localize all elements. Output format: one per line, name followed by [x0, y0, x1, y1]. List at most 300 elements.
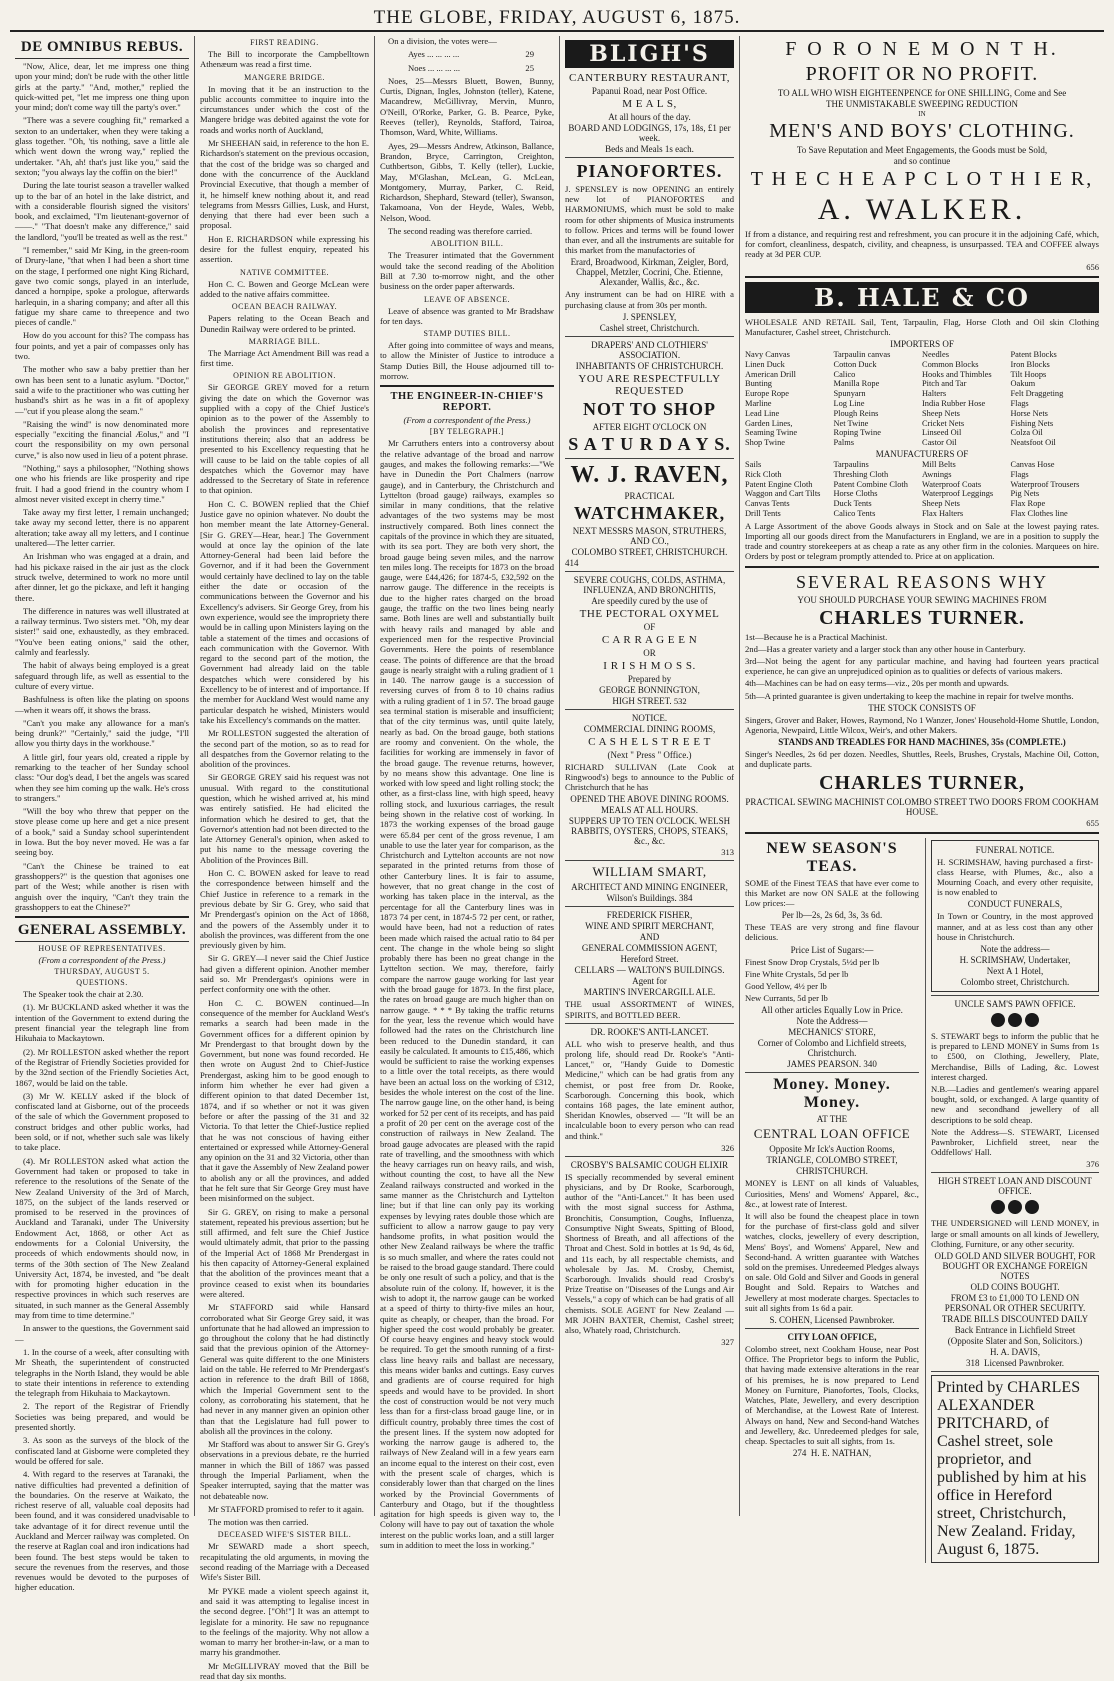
list-item: Common Blocks	[922, 359, 979, 369]
ad-line: THE STOCK CONSISTS OF	[868, 702, 976, 713]
paragraph: "There was a severe coughing fit," remarked a sexton to an undertaker, when they were taking a glass together. "Oh, 'tis nothing, save a little ale which went down the wrong way," replied the undertaker. "Ah, ah! that's just like you," said the sexton; "you always lay the coffin on the bier!"	[15, 115, 189, 177]
byline: (From a correspondent of the Press.)	[38, 955, 166, 966]
ad-line: COMMERCIAL DINING ROOMS,	[583, 723, 716, 734]
paragraph: Sir GEORGE GREY moved for a return giving the date on which the Governor was supplied with a copy of the Chief Justice's opinion as to the power of the Assembly to abolish the provinces and representative institutions therein; also that an address be presented to his Excellency requesting that he will cause to be laid on the table copies of all despatches which the Governor may have addressed to the Secretary of State in reference to that opinion.	[200, 382, 369, 496]
divider	[380, 385, 554, 387]
ad-ref: 327	[721, 1337, 734, 1348]
divider	[745, 1328, 919, 1329]
ad-line: MEALS AT ALL HOURS.	[600, 805, 698, 816]
list-item: Finest Snow Drop Crystals, 5½d per lb	[745, 956, 880, 967]
ad-line: GEORGE BONNINGTON,	[599, 684, 700, 695]
ball-icon	[991, 1200, 1005, 1214]
ad-text: 5th—A printed guarantee is given undertaking to keep the machine in repair for twelve months.	[745, 690, 1074, 701]
list-item: Net Twine	[833, 418, 869, 428]
list-item: Log Line	[833, 399, 865, 408]
imprint: Printed by CHARLES ALEXANDER PRITCHARD, of Cashel street, sole proprietor, and published by him at his office in Hereford street, Christchurch, New Zealand. Friday, August 6, 1875.	[931, 1375, 1099, 1563]
ad-line: YOU SHOULD PURCHASE YOUR SEWING MACHINES FROM	[797, 594, 1047, 605]
paragraph: The habit of always being employed is a great safeguard through life, as well as essential to the culture of every virtue.	[15, 660, 189, 691]
left-subcolumn	[745, 838, 919, 1563]
ad-text: 4th—Machines can be had on easy terms—viz., 20s per month and upwards.	[745, 678, 1009, 689]
ad-title: PROFIT OR NO PROFIT.	[805, 63, 1039, 85]
list-column	[1011, 460, 1100, 519]
divider	[15, 916, 189, 918]
ad-line: Note the address—	[980, 944, 1050, 955]
divider	[565, 906, 734, 907]
paragraph: The second reading was therefore carried.	[388, 226, 533, 237]
list-item: Calico Tents	[833, 508, 876, 518]
vote-count: 25	[525, 62, 534, 73]
ad-ref: 532	[673, 695, 687, 706]
funeral-ad	[931, 840, 1099, 992]
list-item: Garden Lines,	[745, 418, 793, 428]
list-item: Tilt Hoops	[1010, 369, 1047, 379]
city-loan-ad	[745, 1332, 919, 1458]
ad-line: MARTIN'S INVERCARGILL ALE.	[583, 987, 716, 998]
paragraph: Sir GEORGE GREY said his request was not unusual. With regard to the constitutional question, which he wished arrived at, his mind was entirely satisfied. He had elicited the information which he desired to get, that the Governor's attention had not been directed to the late Attorney General's opinion, when asked to put his name to the message covering the Abolition of the Provinces Bill.	[200, 772, 369, 865]
list-item: Calico	[833, 369, 856, 379]
ad-text: If from a distance, and requiring rest and refreshment, you can procure it in the adjoining Café, which, for comfort, cleanliness, despatch, civility, and cheapness, is unsurpassed. TEA and COFFEE always ready at 3d PER CUP.	[745, 229, 1099, 260]
list-item: Needles	[922, 350, 949, 360]
divider	[745, 276, 1099, 278]
ad-line: I R I S H M O S S.	[603, 659, 696, 672]
ad-title: CITY LOAN OFFICE,	[787, 1332, 877, 1343]
ad-line: Papanui Road, near Post Office.	[591, 86, 708, 96]
column-2	[195, 36, 375, 1681]
hale-ad	[745, 282, 1099, 562]
ad-line: SEVERE COUGHS, COLDS, ASTHMA, INFLUENZA, AND BRONCHITIS,	[573, 574, 726, 595]
list-item: Colza Oil	[1010, 428, 1043, 438]
ad-line: TRIANGLE, COLOMBO STREET,	[766, 1155, 898, 1166]
ad-line: Cashel street, Christchurch.	[599, 322, 700, 333]
vote-label: Ayes ... ... ... ...	[408, 49, 460, 60]
list-item: Shop Twine	[745, 438, 785, 448]
paragraph: Sir G. GREY, on rising to make a personal statement, repeated his previous assertion; but he still affirmed, and felt sure the Chief Justice would ultimately admit, that prior to the passing of the Imperial Act of 1868 Mr Prendergast in his then capacity of Attorney-General explained that the abolition of the provinces meant that a province ceased to exist when its boundaries were altered.	[200, 1206, 369, 1299]
list-item: Roping Twine	[833, 428, 881, 438]
ad-line: Wilson's Buildings.	[606, 893, 677, 904]
paragraph: Mr SHEEHAN said, in reference to the hon E. Richardson's statement on the previous occasion, that the cost of the bridge was so charged and done with the concurrence of the Auckland Provincial Executive, that though a member of it, he himself knew nothing about it, and read telegrams from Messrs Gillies, Lusk, and Hurst, denying that there had ever been such a proposal.	[200, 138, 369, 231]
column-3	[375, 36, 560, 1551]
list-item: Horse Nets	[1010, 408, 1048, 418]
ad-line: STANDS AND TREADLES FOR HAND MACHINES, 35s (COMPLETE.)	[778, 737, 1066, 748]
ball-icon	[1008, 1013, 1022, 1027]
divider	[565, 157, 734, 158]
list-column	[834, 350, 923, 448]
column-5	[740, 36, 1104, 1559]
list-item: Iron Blocks	[1010, 359, 1050, 369]
ad-title: W. J. RAVEN,	[570, 461, 729, 488]
list-column	[922, 460, 1011, 519]
ad-title: SEVERAL REASONS WHY	[795, 571, 1048, 592]
ad-title: HIGH STREET LOAN AND DISCOUNT OFFICE.	[938, 1176, 1092, 1197]
two-column-ads	[745, 838, 1099, 1563]
list-item: Castor Oil	[922, 438, 957, 448]
paragraph: In moving that it be an instruction to the public accounts committee to inquire into the circumstances under which the cost of the Mangere bridge was debited against the vote for roads and works north of Auckland,	[200, 83, 369, 135]
ad-ref: 656	[1086, 261, 1099, 272]
ad-line: FREDERICK FISHER,	[606, 910, 693, 921]
ad-line: S. COHEN, Licensed Pawnbroker.	[769, 1315, 895, 1326]
ad-line: BOARD AND LODGINGS, 17s, 18s, £1 per week.	[568, 123, 731, 143]
divider	[745, 832, 1099, 834]
blighs-ad	[565, 40, 734, 154]
ad-title: A. WALKER.	[817, 193, 1027, 226]
paragraph: An Irishman who was engaged at a drain, and had his pickaxe raised in the air just as the clock struck twelve, determined to work no more until after dinner, let go the pickaxe, and left it hanging there.	[15, 551, 189, 603]
ad-title: WATCHMAKER,	[573, 502, 726, 523]
ad-line: MANUFACTURERS OF	[875, 448, 969, 459]
paragraph: 3. As soon as the surveys of the block of the confiscated land at Gisborne were completed they would be offered for sale.	[15, 1435, 189, 1466]
list-item: Pitch and Tar	[922, 379, 967, 389]
list-item: Fine White Crystals, 5d per lb	[745, 968, 849, 979]
ad-line: OR	[643, 647, 656, 658]
money-ad	[745, 1076, 919, 1325]
list-item: Flax Halters	[922, 508, 964, 518]
section-heading: THE ENGINEER-IN-CHIEF'S REPORT.	[390, 391, 544, 414]
list-item: Halters	[922, 389, 947, 399]
turner-ad	[745, 572, 1099, 828]
importers-list	[745, 350, 1099, 448]
ad-line: Hereford Street.	[620, 954, 679, 965]
ad-line: At all hours of the day.	[608, 112, 691, 122]
drapers-ad	[565, 340, 734, 455]
ad-ref: 414	[565, 557, 579, 568]
subheading: ABOLITION BILL.	[430, 239, 504, 249]
list-item: Cotton Duck	[833, 359, 877, 369]
ad-ref: 384	[679, 893, 693, 904]
column-1	[10, 36, 195, 1593]
list-column	[834, 460, 923, 519]
paragraph: 4. With regard to the reserves at Taranaki, the native difficulties had prevented a definition of the boundaries. On the reserve at Waikato, the richest reserve of all, valuable coal deposits had been found, and it was considered unadvisable to take advantage of it for direct revenue until the Auckland and Mercer railway was completed. On the reserve at Raglan coal and iron indications had been found. The best steps would be taken to secure the revenues from the reserves, and those revenues would be devoted to the purposes of higher education.	[15, 1469, 189, 1593]
ad-line: Beds and Meals 1s each.	[605, 144, 694, 154]
ad-text: IS specially recommended by several eminent physicians, and by Dr Rooke, Scarborough, author of the "Anti-Lancet." It has been used with the most signal success for Asthma, Bronchitis, Consumption, Coughs, Influenza, Consumptive Night Sweats, Spitting of Blood, Shortness of Breath, and all affections of the Throat and Chest. Sold in bottles at 1s 9d, 4s 6d, and 11s each, by all respectable chemists, and wholesale by Jas. M. Crosby, Chemist, Scarborough. Invalids should read Crosby's Prize Treatise on "Diseases of the Lungs and Air Vessels," a copy of which can be had gratis of all chemists. SOLE AGENT for New Zealand — MR JOHN BAXTER, Chemist, Cashel street; also, Whately road, Christchurch.	[565, 1171, 734, 1335]
paragraph: (2). Mr ROLLESTON asked whether the report of the Registrar of Friendly Societies provided for by the 32nd section of the Friendly Societies Act, 1867, would be laid on the table.	[15, 1046, 189, 1088]
ad-text: Singer's Needles, 2s 6d per dozen. Needles, Shuttles, Reels, Brushes, Crystals, Machine Oil, Cotton, and duplicate parts.	[745, 749, 1099, 770]
paragraph: During the late tourist season a traveller walked up to the bar of an hotel in the lake district, and with a considerable flourish signed the visitors' book, and exclaimed, "I'm lieutenant-governor of ——." "That doesn't make any difference," said the landlord, "you'll be treated as well as the rest."	[15, 180, 189, 242]
ad-title: WILLIAM SMART,	[592, 864, 707, 880]
list-item: Spunyarn	[833, 389, 866, 399]
ad-line: Are speedily cured by the use of	[591, 595, 708, 606]
paragraph: Papers relating to the Ocean Beach and Dunedin Railway were ordered to be printed.	[200, 313, 369, 334]
ad-line: Next A 1 Hotel,	[986, 966, 1044, 977]
ad-title: NOT TO SHOP	[582, 398, 717, 419]
paragraph: In answer to the questions, the Government said—	[15, 1323, 189, 1344]
ad-line: PRACTICAL	[624, 490, 675, 501]
ad-line: OLD GOLD AND SILVER BOUGHT, FOR BOUGHT OR EXCHANGE FOREIGN NOTES	[934, 1251, 1096, 1282]
right-subcolumn	[925, 838, 1099, 1563]
list-item: India Rubber Hose	[922, 399, 986, 408]
paragraph: A little girl, four years old, created a ripple by remarking to the teacher of her Sunday school class: "Our dog's dead, I bet the angels was scared when they see him coming up the walk. He's cross to strangers."	[15, 751, 189, 803]
paragraph: Mr McGILLIVRAY moved that the Bill be read that day six months.	[200, 1660, 369, 1681]
section-heading: DE OMNIBUS REBUS.	[15, 39, 189, 59]
ad-line: Prepared by	[627, 673, 672, 684]
ad-text: H. SCRIMSHAW, having purchased a first-class Hearse, with Plumes, &c., also a Mourning Coach, and every other requisite, is now enabled to	[936, 856, 1093, 898]
ad-line: GENERAL COMMISSION AGENT,	[581, 943, 718, 954]
list-item: Neatsfoot Oil	[1010, 438, 1056, 448]
list-item: Duck Tents	[833, 499, 872, 509]
paragraph: How do you account for this? The compass has four points, and yet a pair of compasses only has two.	[15, 330, 189, 362]
paragraph: "Can't you make any allowance for a man's being drunk?" "Certainly," said the judge, "I'll allow you thirty days in the workhouse."	[15, 717, 189, 749]
list-item: Flax Rope	[1010, 499, 1046, 509]
list-item: Tarpaulins	[833, 459, 869, 469]
paragraph: Sir G. GREY—I never said the Chief Justice had given a different opinion. Another member said so. Mr Prendergast's opinions were in perfect conformity one with the other.	[200, 953, 369, 995]
paragraph: "Raising the wind" is now denominated more especially "exciting the financial Æolus," and "I court the responsibility on my own personal curve," is also now used in lieu of a potent phrase.	[15, 418, 189, 460]
ad-text: MONEY is LENT on all kinds of Valuables, Curiosities, Mens' and Womens' Apparel, &c., &c., at lowest rate of Interest.	[745, 1178, 919, 1209]
paragraph: On a division, the votes were—	[388, 36, 497, 46]
divider	[745, 1072, 919, 1073]
list-column	[745, 460, 834, 519]
paragraph: Mr Carruthers enters into a controversy about the relative advantage of the broad and narrow gauges, and makes the following remarks:—"We have in Dunedin the Port Chalmers (narrow gauge), and in Canterbury, the Christchurch and Lyttelton (broad gauge) railways, examples so similar in many conditions, that the relative advantages of the two systems may be most instructively compared. Both lines connect the capitals of the province in which they are situated, with its sea port. They are both very short, the broad gauge being seven miles, and the narrow ten miles long. The receipts for 1873 on the broad gauge, were £44,426; for 1874-5, £32,592 on the narrow gauge. The difference in the receipts is due to the higher rates charged on the broad gauge, the traffic on the two lines being nearly same. Both lines are well and substantially built with heavy rails and managed by able and experienced men for the respective Provincial Governments. Here the points of resemblance cease. The points of difference are that the broad gauge is nearly straight with a ruling gradient of 1 in 140. The narrow gauge is a succession of reversing curves of from 8 to 10 chains radius with a ruling gradient of 1 in 57. The broad gauge sea terminal station is miserable and insufficient; that of the city terminus was, until quite lately, nearly as bad. On the broad gauge, both stations are roomy and convenient. On the whole, the facilities for working are immensely in favor of the broad gauge. The revenue returns, however, by no means show this advantage. One line is worked with low speed and light rolling stock; the other, as a first-class line, with high speed, heavy rolling stock, and luxurious carriages, the result being shown in the relative cost of working. In 1873 the working expenses of the broad gauge were 65.84 per cent of the gross revenue, I am unable to use the later year for comparison, as the Christchurch and Lyttelton accounts are not now separated in the printed returns from those of other Canterbury lines. It is fair to assume, however, that no great change in the cost of working has taken place in the interval, as the percentage for all the Canterbury lines was in 1873 74 per cent, in 1874-5 72 per cent, or rather, would have been, had not a reduction of rates been made which raised the actual ratio to 84 per cent. The change in the whole being so slight probably there has been no great change in the Lyttelton section. We may, therefore, fairly compare the narrow gauge working for last year with the broad gauge for 1873. In the first place, the rates on broad gauge are much higher than on narrow gauge. * * * By taking the traffic returns for the year, less the revenue which would have followed had the rates on the Christchurch line been reduced to the Dunedin standard, it can easily be calculated. It amounts to £15,486, which would be sufficient to raise the working expenses to a little over the total receipts, as there would have been an actual loss on the working of £312, besides the whole interest on the cost of the line. The narrow gauge line, on the other hand, is being worked for 52 per cent of its receipts, and has paid a profit of 20 per cent on the average cost of the construction of railways in New Zealand. The broad gauge advocates are pleased with the rapid rate of travelling, and the smoothness with which the heavy carriages run on heavy rails, and wish, without counting the cost, to have all the New Zealand railways constructed and worked in the same manner as the Christchurch and Lyttelton line; but if that line can only pay its working expenses by levying rates double those which are sufficient to allow a narrow gauge to pay very handsome profits, in what position would the other New Zealand railways be where the traffic is so much smaller, and where the rates could not be raised to the broad gauge standard. There could be only one result of such a policy, and that is the absolute ruin of the colony. If, however, it is the wish to adopt it, the narrow gauge can be worked at a speed of thirty to thirty-five miles an hour, quite as cheaply, or cheaper, than the broad. For higher speed the cost would probably be greater. Of course heavy engines and heavy stock would be required. To get the smooth running of a first-class line heavy rails and ballast are necessary, this means wider banks and cuttings. Easy curves and gradients are of course required for high speeds and would have to be provided. In short the cost of construction would be not very much less than for a first-class broad gauge line, or in difficult country, probably three times the cost of the present lines. If the system now adopted for working the narrow gauge is adhered to, the railways of New Zealand will in a few years earn an income equal to the interest on their cost, even with the present scale of charges, which is considerably lower than that charged on the lines worked by the Provincial Governments of Canterbury and Otago, but if the thoughtless agitation for high speeds is given way to, the Colony will have to pay out of taxation the whole interest on the public works loan, and a still larger sum in addition to meet the loss in working."	[380, 438, 554, 1551]
divider	[565, 458, 734, 459]
list-item: Lead Line	[745, 408, 780, 418]
ad-text: Singers, Grover and Baker, Howes, Raymond, No 1 Wanzer, Jones' Household-Home Shuttle, London, Agenoria, Newpaird, Little Wilcox, Weir's, and other Makers.	[745, 714, 1099, 735]
uncle-sam-ad	[931, 999, 1099, 1169]
ad-line: INHABITANTS OF CHRISTCHURCH.	[575, 360, 724, 371]
ad-line: (Next " Press " Office.)	[607, 749, 692, 760]
divider	[745, 566, 1099, 568]
ad-ref: 318	[965, 1358, 980, 1369]
ad-text: N.B.—Ladies and gentlemen's wearing apparel bought, sold, or exchanged. A large quantity of new and secondhand jewellery of all descriptions to be sold cheap.	[930, 1084, 1099, 1125]
paragraph: "Now, Alice, dear, let me impress one thing upon your mind; don't be rude with the other little girls at the party." "And, mother," replied the quick-witted pet, "let me impress one thing upon your mind; don't come way till the party's over."	[15, 61, 189, 113]
paragraph: Noes, 25—Messrs Bluett, Bowen, Bunny, Curtis, Dignan, Ingles, Johnston (teller), Katene, Macandrew, McGillivray, Mervin, Munro, O'Neill, O'Rorke, Parker, G. B. Pearce, Pyke, Reeves (teller), Reynolds, Stafford, Tairoa, Thomson, Ward, White, Williams.	[380, 75, 554, 138]
ad-title: BLIGH'S	[565, 40, 734, 68]
list-item: Good Yellow, 4½ per lb	[745, 981, 827, 992]
list-item: Patent Combine Cloth	[833, 479, 908, 489]
list-item: Pig Nets	[1010, 489, 1040, 499]
list-item: Navy Canvas	[745, 350, 790, 360]
ad-ref: 376	[1086, 1159, 1099, 1170]
ad-line: IN	[918, 110, 926, 118]
list-item: Fishing Nets	[1010, 418, 1054, 428]
ad-title: F O R O N E M O N T H.	[785, 38, 1059, 60]
ball-icon	[1025, 1200, 1039, 1214]
ad-line: Erard, Broadwood, Kirkman, Zeigler, Bord, Chappel, Metzler, Cocrini, Che. Etienne, Alexander, Wallis, &c., &c.	[570, 257, 729, 288]
list-item: Patent Blocks	[1010, 350, 1057, 360]
list-item: Horse Cloths	[833, 489, 878, 499]
paragraph: "Can't the Chinese be trained to eat grasshoppers?" is the question that agonises one part of the West; while another is risen with anguish over the inquiry, "Can't they train the grasshoppers to eat the Chinese?"	[15, 860, 189, 912]
ad-line: SUPPERS UP TO TEN O'CLOCK. WELSH RABBITS, OYSTERS, CHOPS, STEAKS, &c., &c.	[568, 816, 731, 847]
paragraph: The mother who saw a baby prettier than her own has been sent to a lunatic asylum. "Doctor," said a wife to the practitioner who was cutting her husband's shirt as he was in a fit of apoplexy—"cut if you please along the seam."	[15, 364, 189, 416]
subheading: OCEAN BEACH RAILWAY.	[231, 302, 338, 312]
list-item: Felt Draggeting	[1010, 389, 1064, 399]
ad-line: M E A L S,	[622, 98, 677, 110]
divider	[565, 860, 734, 861]
list-item: Europe Rope	[745, 389, 789, 399]
ad-line: TRADE BILLS DISCOUNTED DAILY	[941, 1314, 1089, 1325]
ad-line: Colombo street, Christchurch.	[960, 977, 1070, 988]
ad-text: WHOLESALE AND RETAIL Sail, Tent, Tarpaulin, Flag, Horse Cloth and Oil skin Clothing Manufacturer, Cashel street, Christchurch.	[745, 316, 1099, 337]
high-street-ad	[931, 1176, 1099, 1368]
raven-ad	[565, 462, 734, 568]
ad-line: and so continue	[893, 156, 951, 166]
ad-text: Colombo street, next Cookham House, near Post Office. The Proprietor begs to inform the Public, that having made extensive alterations in the rear of his premises, he is now prepared to Lend Money on Furniture, Pianofortes, Tools, Clocks, Watches, Plate, Jewellery, and every description of Merchandise, at the Lowest Rate of Interest. Always on hand, New and Second-hand Watches and Jewellery, &c. Unredeemed pledges for sale, cheap. Spectacles to suit all sights, from 1s.	[745, 1344, 919, 1446]
list-item: Marline	[745, 399, 772, 408]
list-item: Rick Cloth	[745, 469, 782, 479]
ad-line: Price List of Sugars:—	[790, 944, 874, 955]
paragraph: Hon C. C. Bowen and George McLean were added to the native affairs committee.	[200, 278, 369, 299]
list-item: Canvas Tents	[745, 499, 790, 509]
ad-line: YOU ARE RESPECTFULLY REQUESTED	[578, 372, 721, 397]
paragraph: Mr SEWARD made a short speech, recapitulating the old arguments, in moving the second reading of the Marriage with a Deceased Wife's Sister Bill.	[200, 1541, 369, 1583]
list-item: Sheep Nets	[922, 408, 960, 418]
ad-title: FUNERAL NOTICE.	[975, 844, 1055, 855]
paragraph: The motion was then carried.	[208, 1517, 309, 1528]
ad-title: PIANOFORTES.	[576, 161, 723, 181]
ad-line: Opposite Mr Ick's Auction Rooms,	[769, 1144, 895, 1155]
paragraph: Mr ROLLESTON suggested the alteration of the second part of the motion, so as to read for all despatches from the Governor relating to the abolition of the provinces.	[200, 728, 369, 770]
ad-line: WINE AND SPIRIT MERCHANT,	[585, 921, 714, 932]
ad-line: Per lb—2s, 2s 6d, 3s, 3s 6d.	[781, 910, 883, 921]
list-item: Palms	[833, 438, 854, 448]
ad-text: THE UNDERSIGNED will LEND MONEY, in large or small amounts on all kinds of Jewellery, Clothing, Furniture, or any other security.	[930, 1218, 1099, 1249]
ad-text: Note the Address—S. STEWART, Licensed Pawnbroker, Lichfield street, near the Oddfellows' Hall.	[930, 1126, 1099, 1158]
ad-line: CHRISTCHURCH.	[796, 1166, 868, 1177]
ad-line: NEXT MESSRS MASON, STRUTHERS, AND CO.,	[572, 525, 727, 546]
list-item: Seaming Twine	[745, 428, 798, 438]
divider	[931, 1172, 1099, 1173]
ad-text: J. SPENSLEY is now OPENING an entirely new lot of PIANOFORTES and HARMONIUMS, which must be sold to make room for other shipments of Musica instruments to follow. Prices and terms will be found lower than ever, and all the instruments are suitable for this market from the manufactories of	[565, 184, 734, 256]
masthead: THE GLOBE, FRIDAY, AUGUST 6, 1875.	[10, 6, 1104, 32]
byline: (From a correspondent of the Press.)	[403, 415, 531, 426]
ad-ref: 655	[1086, 817, 1099, 828]
paragraph: The Bill to incorporate the Campbelltown Athenæum was read a first time.	[200, 49, 369, 70]
paragraph: Take away my first letter, I remain unchanged; take away my second letter, there is no apparent alteration; take away all my letters, and I continue unaltered—The letter carrier.	[15, 507, 189, 549]
subheading: NATIVE COMMITTEE.	[240, 267, 329, 277]
ad-title: T H E C H E A P C L O T H I E R,	[750, 168, 1094, 190]
crosby-ad	[565, 1160, 734, 1347]
walker-ad	[745, 38, 1099, 272]
paragraph: "Nothing," says a philosopher, "Nothing shows one who his friends are like prosperity and ripe fruit. I had a good friend in the country whom I almost never visited except in cherry time."	[15, 462, 189, 504]
ad-line: CELLARS — WALTON'S BUILDINGS.	[574, 965, 725, 976]
list-item: Patent Engine Cloth	[745, 479, 813, 489]
ball-icon	[1025, 1013, 1039, 1027]
columns	[10, 36, 1104, 1681]
ad-ref: 326	[721, 1142, 734, 1153]
ad-line: All other articles Equally Low in Price.	[761, 1005, 903, 1016]
ad-title: Money. Money. Money.	[773, 1076, 891, 1112]
ad-ref: 340	[863, 1059, 877, 1070]
paragraph: Ayes, 29—Messrs Andrew, Atkinson, Ballance, Brandon, Bryce, Carrington, Creighton, Cuthbertson, Gibbs, T. Kelly (teller), Luckie, May, M'Glashan, McLean, G. McLean, Montgomery, Murray, Parker, C. Reid, Richardson, Shephard, Steward (teller), Swanson, Takamoana, Von der Heyde, Wales, Webb, Nelson, Wood.	[380, 140, 554, 223]
ad-text: S. STEWART begs to inform the public that he is prepared to LEND MONEY in Sums from 1s to £500, on Clothing, Jewellery, Plate, Merchandise, Bills of Lading, &c. Lowest interest charged.	[930, 1031, 1099, 1082]
paragraph: (1). Mr BUCKLAND asked whether it was the intention of the Government to extend during the present financial year the telegraph line from Hikuhaia to Mackaytown.	[15, 1002, 189, 1044]
vote-label: Noes ... ... ... ...	[408, 62, 461, 73]
subheading: OPINION RE ABOLITION.	[233, 371, 336, 381]
anecdotes	[15, 61, 189, 912]
fisher-ad	[565, 910, 734, 1019]
ad-line: OLD COINS BOUGHT.	[970, 1282, 1060, 1293]
ad-text: THE usual ASSORTMENT of WINES, SPIRITS, and BOTTLED BEER.	[565, 999, 734, 1020]
paragraph: Mr STAFFORD said while Hansard corroborated what Sir George Grey said, it was unfortunate that he had allowed an impression to go throughout the colony that he had distinctly said that the previous opinion of the Attorney-General was quite different to the one Ministers laid on the table. He referred to Mr Prendergast's action in reference to the draft Bill of 1868, which the Imperial Government sent to the colony, as corroborating his statement, that he had never in any manner given an opinion other than that the Legislature had full power to abolish all the provinces in the colony.	[200, 1302, 369, 1436]
ad-line: H. A. DAVIS,	[989, 1347, 1041, 1358]
ad-line: Licensed Pawnbroker.	[983, 1358, 1064, 1369]
subheading: HOUSE OF REPRESENTATIVES.	[38, 944, 166, 954]
list-item: Linseed Oil	[922, 428, 962, 438]
ad-text: 2nd—Has a greater variety and a larger stock than any other house in Canterbury.	[745, 643, 1026, 654]
pianofortes-ad	[565, 161, 734, 333]
ad-ref: 274	[792, 1448, 807, 1459]
ad-line: AFTER EIGHT O'CLOCK ON	[592, 421, 707, 432]
list-item: Drill Tents	[745, 508, 781, 518]
list-item: Linen Duck	[745, 359, 785, 369]
divider	[931, 1371, 1099, 1372]
list-item: Flags	[1010, 399, 1029, 408]
paragraph: 1. In the course of a week, after consulting with Mr Sheath, the superintendent of constructed telegraphs in the North Island, they would be able to state their intentions in reference to extending the telegraph from Hikuhaia to Mackaytown.	[15, 1346, 189, 1399]
subheading: QUESTIONS.	[76, 978, 128, 988]
ad-line: DRAPERS' AND CLOTHIERS' ASSOCIATION.	[591, 339, 708, 360]
paragraph: The difference in natures was well illustrated at a railway terminus. Two sisters met. "Oh, my dear sister!" said one, exhaustedly, as they embraced. "You've been eating onions," said the other, calmly and fearlessly.	[15, 605, 189, 658]
manufacturers-list	[745, 460, 1099, 519]
teas-ad	[745, 840, 919, 1070]
ad-line: Note the Address—	[796, 1016, 868, 1027]
ad-line: Agent for	[632, 976, 667, 987]
list-item: Oakum	[1010, 379, 1036, 389]
ad-text: SOME of the Finest TEAS that have ever come to this Market are now ON SALE at the following Low prices:—	[745, 877, 919, 909]
ball-icon	[991, 1013, 1005, 1027]
ad-text: In Town or Country, in the most approved manner, and at as less cost than any other house in Christchurch.	[936, 911, 1093, 942]
list-item: Awnings	[922, 469, 952, 479]
list-item: Cricket Nets	[922, 418, 965, 428]
ad-text: It will also be found the cheapest place in town for the purchase of first-class gold and silver watches, clocks, jewellery of every description, Mens' Boys', and Womens' Apparel, New and Second-hand. A written guarantee with Watches sold on the premises. Unredeemed Pledges always on sale. Old Gold and Silver and Goods in general Bought and Sold. Repairs to Watches and Jewellery at most moderate charges. Spectacles to suit all sights from 1s 6d a pair.	[745, 1211, 919, 1313]
list-item: Threshing Cloth	[833, 469, 889, 479]
divider	[565, 1156, 734, 1157]
ad-title: B. HALE & CO	[745, 282, 1099, 313]
smart-ad	[565, 864, 734, 903]
ad-line	[565, 696, 734, 706]
subheading: STAMP DUTIES BILL.	[423, 329, 511, 339]
list-item: Waterproof Leggings	[922, 489, 994, 499]
ad-title: NEW SEASON'S TEAS.	[766, 839, 898, 875]
paragraph: Mr Stafford was about to answer Sir G. Grey's observations in a previous debate, re the hurried manner in which the Bill of 1867 was passed through the Imperial Parliament, when the Speaker interrupted, saying that the matter was not debateable now.	[200, 1439, 369, 1501]
ad-title: CHARLES TURNER.	[819, 606, 1025, 629]
ad-line: TO ALL WHO WISH EIGHTEENPENCE for ONE SHILLING, Come and See	[777, 88, 1067, 98]
pawnbroker-balls-icon	[931, 1013, 1099, 1027]
ad-line: (Opposite Slater and Son, Solicitors.)	[947, 1336, 1083, 1347]
ad-line: JAMES PEARSON.	[787, 1059, 862, 1070]
ad-line: H. E. NATHAN,	[810, 1448, 872, 1459]
list-item: Waggon and Cart Tilts	[745, 489, 821, 499]
ad-ref: 313	[721, 847, 734, 858]
ad-subtitle: CANTERBURY RESTAURANT,	[568, 72, 731, 84]
ad-line: J. SPENSLEY,	[622, 311, 677, 322]
divider	[565, 336, 734, 337]
ad-line: IMPORTERS OF	[890, 339, 954, 350]
column-4	[560, 36, 740, 1516]
paragraph: Mr PYKE made a violent speech against it, and said it was attempting to legalise incest in the second degree. ["Oh!"] It was an attempt to legislate for a minority. He saw no repugnance to the feelings of the majority. Why not allow a woman to marry her brother-in-law, or a man to marry his grandmother.	[200, 1585, 369, 1658]
paragraph: Hon E. RICHARDSON while expressing his desire for the fullest enquiry, repeated his assertion.	[200, 233, 369, 265]
ad-line: HIGH STREET.	[612, 695, 672, 706]
list-item: Tarpaulin canvas	[833, 350, 891, 360]
vote-row	[380, 63, 554, 73]
paragraph: 2. The report of the Registrar of Friendly Societies was being prepared, and would be presented shortly.	[15, 1401, 189, 1433]
ad-line: AND	[639, 932, 660, 943]
paragraph: Hon C. C. BOWEN asked for leave to read the correspondence between himself and the Chief Justice in reference to a remark in the previous debate by Sir G. Grey, who said that Mr Prendergast's opinion on the Act of 1868, and the powers of the Assembly under it to abolish the provinces, was different from the one previously given by him.	[200, 868, 369, 951]
paragraph: (3) Mr W. KELLY asked if the block of confiscated land at Gisborne, out of the proceeds of the sale of which the Government proposed to construct bridges and other public works, had been sold, or if not, whether such sale was likely to take place.	[15, 1090, 189, 1153]
ad-line: CENTRAL LOAN OFFICE	[753, 1126, 911, 1142]
ad-line: AT THE	[816, 1114, 848, 1125]
paragraph: The Speaker took the chair at 2.30.	[23, 989, 144, 1000]
list-item: American Drill	[745, 369, 796, 379]
ad-line: C A S H E L S T R E E T	[588, 735, 711, 748]
rooke-ad	[565, 1027, 734, 1153]
list-column	[1011, 350, 1100, 448]
ad-line: THE UNMISTAKABLE SWEEPING REDUCTION	[825, 99, 1018, 109]
list-item: New Currants, 5d per lb	[745, 993, 828, 1004]
list-item: Waterproof Coats	[922, 479, 982, 489]
paragraph: "I remember," said Mr King, in the green-room of Drury-lane, "that when I had been a short time on the stage, I performed one night King Richard, gave two comic songs, played in an interlude, danced a hornpipe, spoke a prologue, afterwards harlequin, in a sharing company; and after all this fatigue my share came to threepence and two pieces of candle."	[15, 245, 189, 328]
ad-line: FROM £3 to £1,000 TO LEND ON PERSONAL OR OTHER SECURITY.	[944, 1293, 1086, 1314]
paragraph: Hon C. C. BOWEN replied that the Chief Justice gave no opinion whatever. No doubt the hon member meant the late Attorney-General. [Sir G. GREY—Hear, hear.] The Government would at once lay the opinion of the late Attorney-General had been laid before the Governor, and if it had been the Government would certainly have declined to lay on the table either the date or occasion of the communications between the Governor and his Excellency's advisers. Sir George Grey, from his own experience, would see the impropriety there would be in calling upon Ministers laying on the table a statement of the times and occasions of each communication with the Governor. With regard to the second part of the motion, the Government had already laid on the table despatches which were considered by his Excellency to be of interest and of importance. If the member for Auckland West would name any particular despatch he wished, Ministers would take his Excellency's commands on the matter.	[200, 498, 369, 725]
ad-line: Back Entrance in Lichfield Street	[954, 1325, 1076, 1336]
dining-ad	[565, 713, 734, 858]
ad-text: 1st—Because he is a Practical Machinist.	[745, 631, 888, 642]
list-column	[745, 350, 834, 448]
